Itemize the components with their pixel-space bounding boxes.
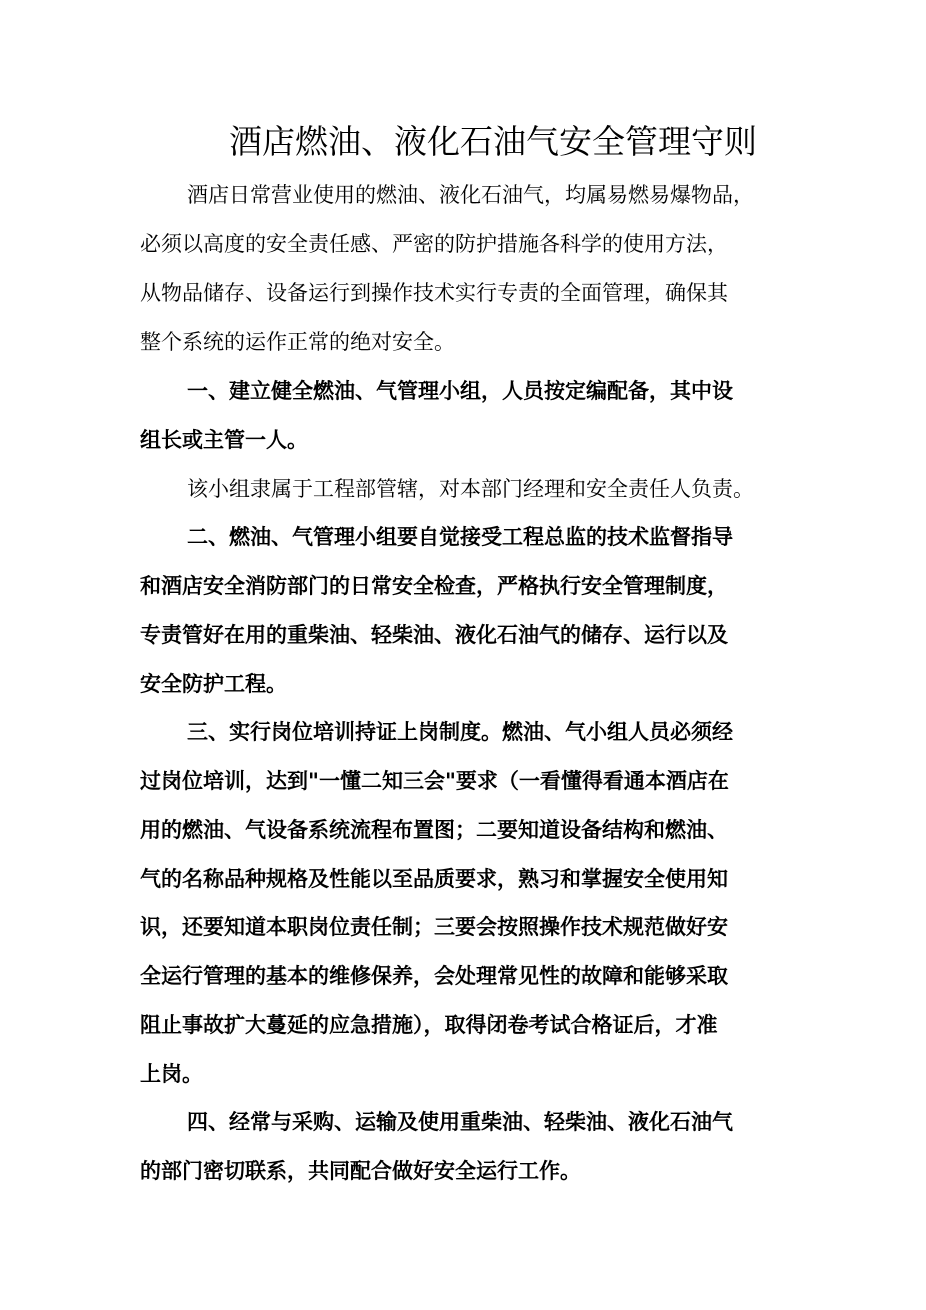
section-2-line-1: 二、燃油、气管理小组要自觉接受工程总监的技术监督指导 — [187, 524, 733, 549]
intro-line-4: 整个系统的运作正常的绝对安全。 — [140, 330, 455, 354]
section-4-line-1: 四、经常与采购、运输及使用重柴油、轻柴油、液化石油气 — [187, 1109, 733, 1134]
document-title: 酒店燃油、液化石油气安全管理守则 — [229, 122, 757, 161]
section-3-line-8: 上岗。 — [140, 1061, 203, 1086]
section-3-line-6: 全运行管理的基本的维修保养，会处理常见性的故障和能够采取 — [140, 963, 728, 988]
section-3-line-5: 识，还要知道本职岗位责任制；三要会按照操作技术规范做好安 — [140, 914, 728, 939]
section-3-line-2: 过岗位培训，达到"一懂二知三会"要求（一看懂得看通本酒店在 — [140, 768, 729, 793]
section-3-line-7: 阻止事故扩大蔓延的应急措施），取得闭卷考试合格证后，才准 — [140, 1012, 718, 1037]
section-3-line-4: 气的名称品种规格及性能以至品质要求，熟习和掌握安全使用知 — [140, 866, 728, 891]
section-3-line-3: 用的燃油、气设备系统流程布置图；二要知道设备结构和燃油、 — [140, 817, 728, 842]
section-4-line-2: 的部门密切联系，共同配合做好安全运行工作。 — [140, 1158, 581, 1183]
section-1-body: 该小组隶属于工程部管辖，对本部门经理和安全责任人负责。 — [187, 477, 754, 501]
intro-line-1: 酒店日常营业使用的燃油、液化石油气，均属易燃易爆物品， — [187, 183, 754, 207]
section-3-line-1: 三、实行岗位培训持证上岗制度。燃油、气小组人员必须经 — [187, 719, 733, 744]
intro-line-3: 从物品储存、设备运行到操作技术实行专责的全面管理，确保其 — [140, 281, 728, 305]
intro-line-2: 必须以高度的安全责任感、严密的防护措施各科学的使用方法， — [140, 232, 728, 256]
section-2-line-4: 安全防护工程。 — [140, 671, 287, 696]
section-1-heading-line-2: 组长或主管一人。 — [140, 427, 308, 452]
section-2-line-3: 专责管好在用的重柴油、轻柴油、液化石油气的储存、运行以及 — [140, 622, 728, 647]
section-2-line-2: 和酒店安全消防部门的日常安全检查，严格执行安全管理制度， — [140, 573, 728, 598]
section-1-heading-line-1: 一、建立健全燃油、气管理小组，人员按定编配备，其中设 — [187, 378, 733, 403]
